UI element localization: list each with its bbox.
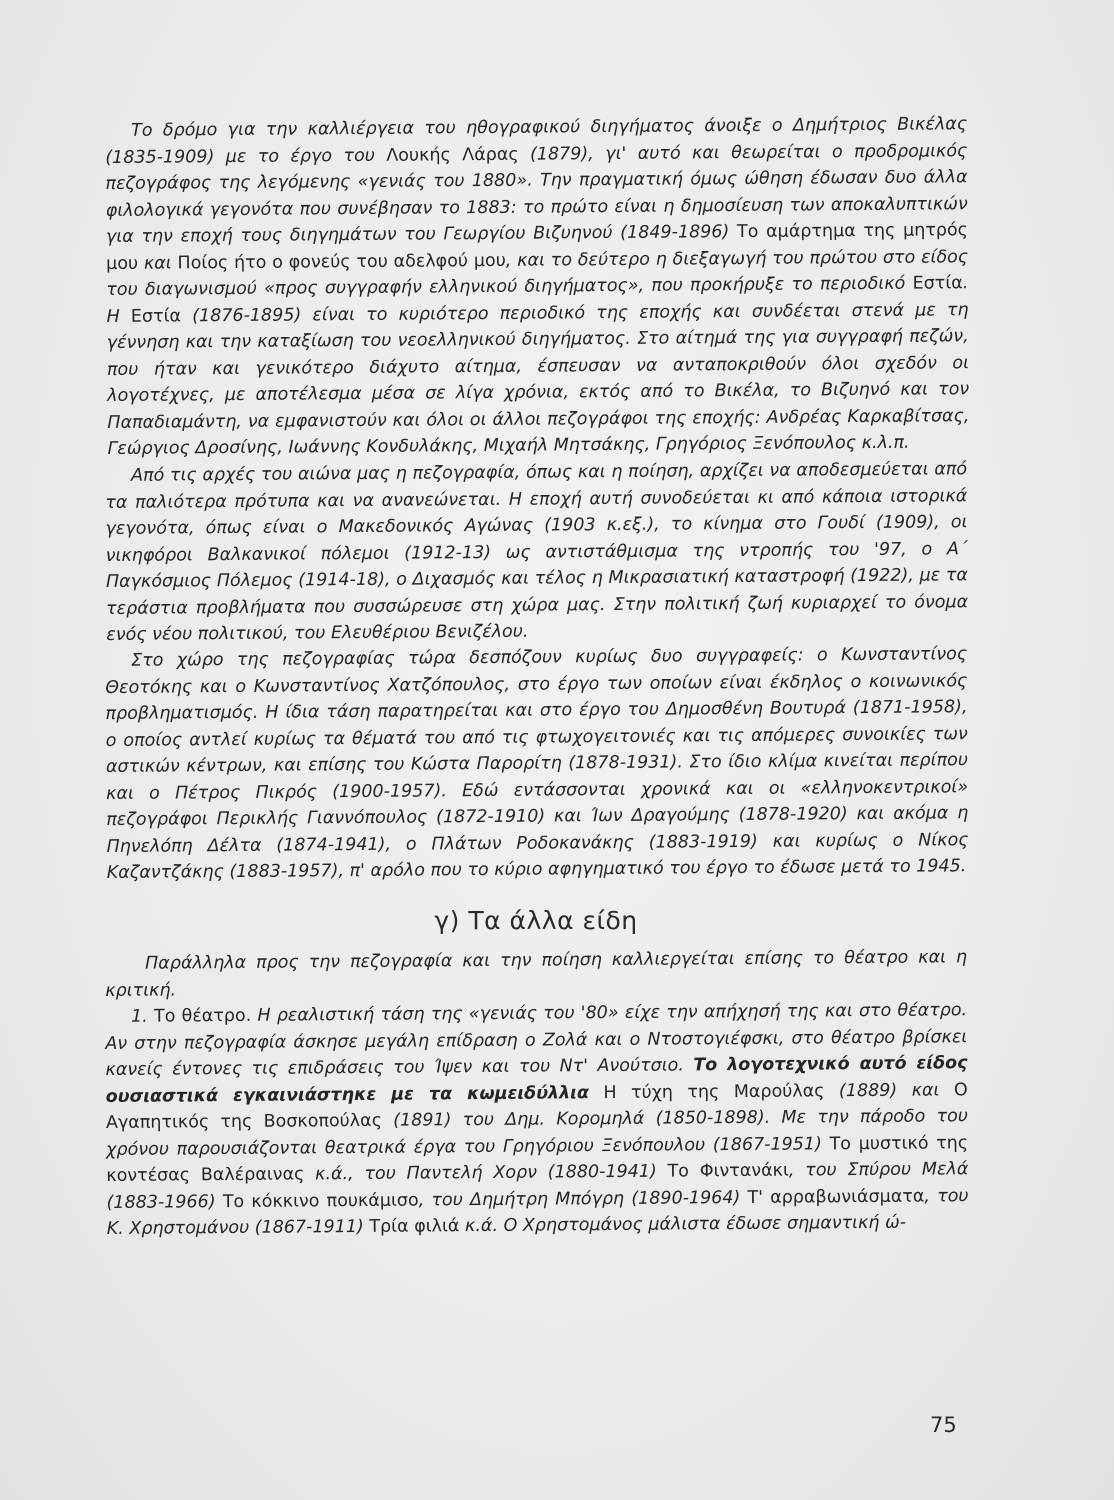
title-loukis-laras: Λουκής Λάρας	[386, 144, 519, 166]
title-fintanaki: Το Φιντανάκι	[667, 1160, 789, 1182]
page-number: 75	[930, 1413, 957, 1437]
subheading-theatre: Το θέατρο.	[153, 1005, 252, 1027]
bold-sentence: Το λογοτεχνικό αυτό είδος ουσιαστικά εγκαινιάστηκε με τα κωμειδύλλια	[105, 1052, 968, 1106]
title-amartima: Το αμάρτημα της μητρός μου	[106, 220, 968, 274]
title-maroulas: Η τύχη της Μαρούλας	[603, 1080, 825, 1103]
title-kokkino: Το κόκκινο πουκάμισο	[222, 1189, 419, 1212]
paragraph-new-century: Από τις αρχές του αιώνα μας η πεζογραφία, όπως και η ποίηση, αρχίζει να αποδεσμεύεται από τα παλιότερα πρότυπα και να ανανεώνεται. Η εποχή αυτή συνοδεύεται κι από κάποια ιστορικά γεγονότα, όπως είναι ο Μακεδονικός Αγώνας (1903 κ.εξ.), το κίνημα στο Γουδί (1909), οι νικηφόροι Βαλκανικοί πόλεμοι (1912-13) ως αντιστάθμισμα της ντροπής του '97, ο Α΄ Παγκόσμιος Πόλεμος (1914-18), ο Διχασμός και τέλος η Μικρασιατική καταστροφή (1922), με τα τεράστια προβλήματα που συσσώρευσε στη χώρα μας. Στην πολιτική ζωή κυριαρχεί το όνομα ενός νέου πολιτικού, του Ελευθέριου Βενιζέλου.	[105, 458, 969, 645]
paragraph-other-genres: Παράλληλα προς την πεζογραφία και την ποίηση καλλιεργείται επίσης το θέατρο και η κριτική.	[105, 946, 968, 1000]
title-mystiko: Το μυστικό της κοντέσας Βαλέραινας	[106, 1132, 969, 1186]
title-tria-filia: Τρία φιλιά	[369, 1215, 460, 1237]
title-estia-2: Εστία	[130, 305, 182, 327]
paragraph-ethography: Το δρόμο για την καλλιέργεια του ηθογραφικού διηγήματος άνοιξε ο Δημήτριος Βικέλας (1835-1909) με το έργο του Λουκής Λάρας (1879), γι' αυτό και θεωρείται ο προδρομικός πεζογράφος της λεγόμενης «γενιάς του 1880». Την πραγματική όμως ώθηση έδωσαν δυο άλλα φιλολογικά γεγονότα που συνέβησαν το 1883: το πρώτο είναι η δημοσίευση των αποκαλυπτικών για την εποχή τους διηγημάτων του Γεωργίου Βιζυηνού (1849-1896) Το αμάρτημα της μητρός μου και Ποίος ήτο ο φονεύς του αδελφού μου, και το δεύτερο η διεξαγωγή του πρώτου στο είδος του διαγωνισμού «προς συγγραφήν ελληνικού διηγήματος», που προκήρυξε το περιοδικό Εστία. Η Εστία (1876-1895) είναι το κυριότερο περιοδικό της εποχής και συνδέεται στενά με τη γέννηση και την καταξίωση του νεοελληνικού διηγήματος. Στο αίτημά της για συγγραφή πεζών, που ήταν και γενικότερο διάχυτο αίτημα, έσπευσαν να ανταποκριθούν όλοι σχεδόν οι λογοτέχνες, με αποτέλεσμα μέσα σε λίγα χρόνια, εκτός από το Βικέλα, το Βιζυηνό και τον Παπαδιαμάντη, να εμφανιστούν και όλοι οι άλλοι πεζογράφοι της εποχής: Ανδρέας Καρκαβίτσας, Γεώργιος Δροσίνης, Ιωάννης Κονδυλάκης, Μιχαήλ Μητσάκης, Γρηγόριος Ξενόπουλος κ.λ.π.	[105, 114, 970, 459]
paragraph-theatre: 1. Το θέατρο. Η ρεαλιστική τάση της «γενιάς του '80» είχε την απήχησή της και στο θέατρο. Αν στην πεζογραφία άσκησε μεγάλη επίδραση ο Ζολά και ο Ντοστογιέφσκι, στο θέατρο βρίσκει κανείς έντονες τις επιδράσεις του Ίψεν και του Ντ' Ανούτσιο. Το λογοτεχνικό αυτό είδος ουσιαστικά εγκαινιάστηκε με τα κωμειδύλλια Η τύχη της Μαρούλας (1889) και Ο Αγαπητικός της Βοσκοπούλας (1891) του Δημ. Κορομηλά (1850-1898). Με την πάροδο του χρόνου παρουσιάζονται θεατρικά έργα του Γρηγόριου Ξενόπουλου (1867-1951) Το μυστικό της κοντέσας Βαλέραινας κ.ά., του Παντελή Χορν (1880-1941) Το Φιντανάκι, του Σπύρου Μελά (1883-1966) Το κόκκινο πουκάμισο, του Δημήτρη Μπόγρη (1890-1964) Τ' αρραβωνιάσματα, του Κ. Χρηστομάνου (1867-1911) Τρία φιλιά κ.ά. Ο Χρηστομάνος μάλιστα έδωσε σημαντική ώ-	[105, 999, 969, 1239]
title-agapitikos: Ο Αγαπητικός της Βοσκοπούλας	[105, 1079, 968, 1133]
title-estia: Εστία	[912, 273, 963, 294]
title-arravoniasmata: Τ' αρραβωνιάσματα	[747, 1185, 925, 1207]
section-heading: γ) Τα άλλα είδη	[434, 905, 638, 935]
text-column	[105, 114, 970, 1242]
paragraph-prose-writers: Στο χώρο της πεζογραφίας τώρα δεσπόζουν κυρίως δυο συγγραφείς: ο Κωνσταντίνος Θεοτόκης και ο Κωνσταντίνος Χατζόπουλος, στο έργο των οποίων είναι έκδηλος ο κοινωνικός προβληματισμός. Η ίδια τάση παρατηρείται και στο έργο του Δημοσθένη Βουτυρά (1871-1958), ο οποίος αντλεί κυρίως τα θέματά του από τις φτωχογειτονιές και τις απόμερες συνοικίες των αστικών κέντρων, και επίσης του Κώστα Παρορίτη (1878-1931). Στο ίδιο κλίμα κινείται περίπου και ο Πέτρος Πικρός (1900-1957). Εδώ εντάσσονται χρονικά και οι «ελληνοκεντρικοί» πεζογράφοι Περικλής Γιαννόπουλος (1872-1910) και Ίων Δραγούμης (1878-1920) και ακόμα η Πηνελόπη Δέλτα (1874-1941), ο Πλάτων Ροδοκανάκης (1883-1919) και κυρίως ο Νίκος Καζαντζάκης (1883-1957), π' αρόλο που το κύριο αφηγηματικό του έργο το έδωσε μετά το 1945.	[105, 644, 969, 883]
title-poios-ito: Ποίος ήτο ο φονεύς του αδελφού μου	[177, 250, 506, 273]
